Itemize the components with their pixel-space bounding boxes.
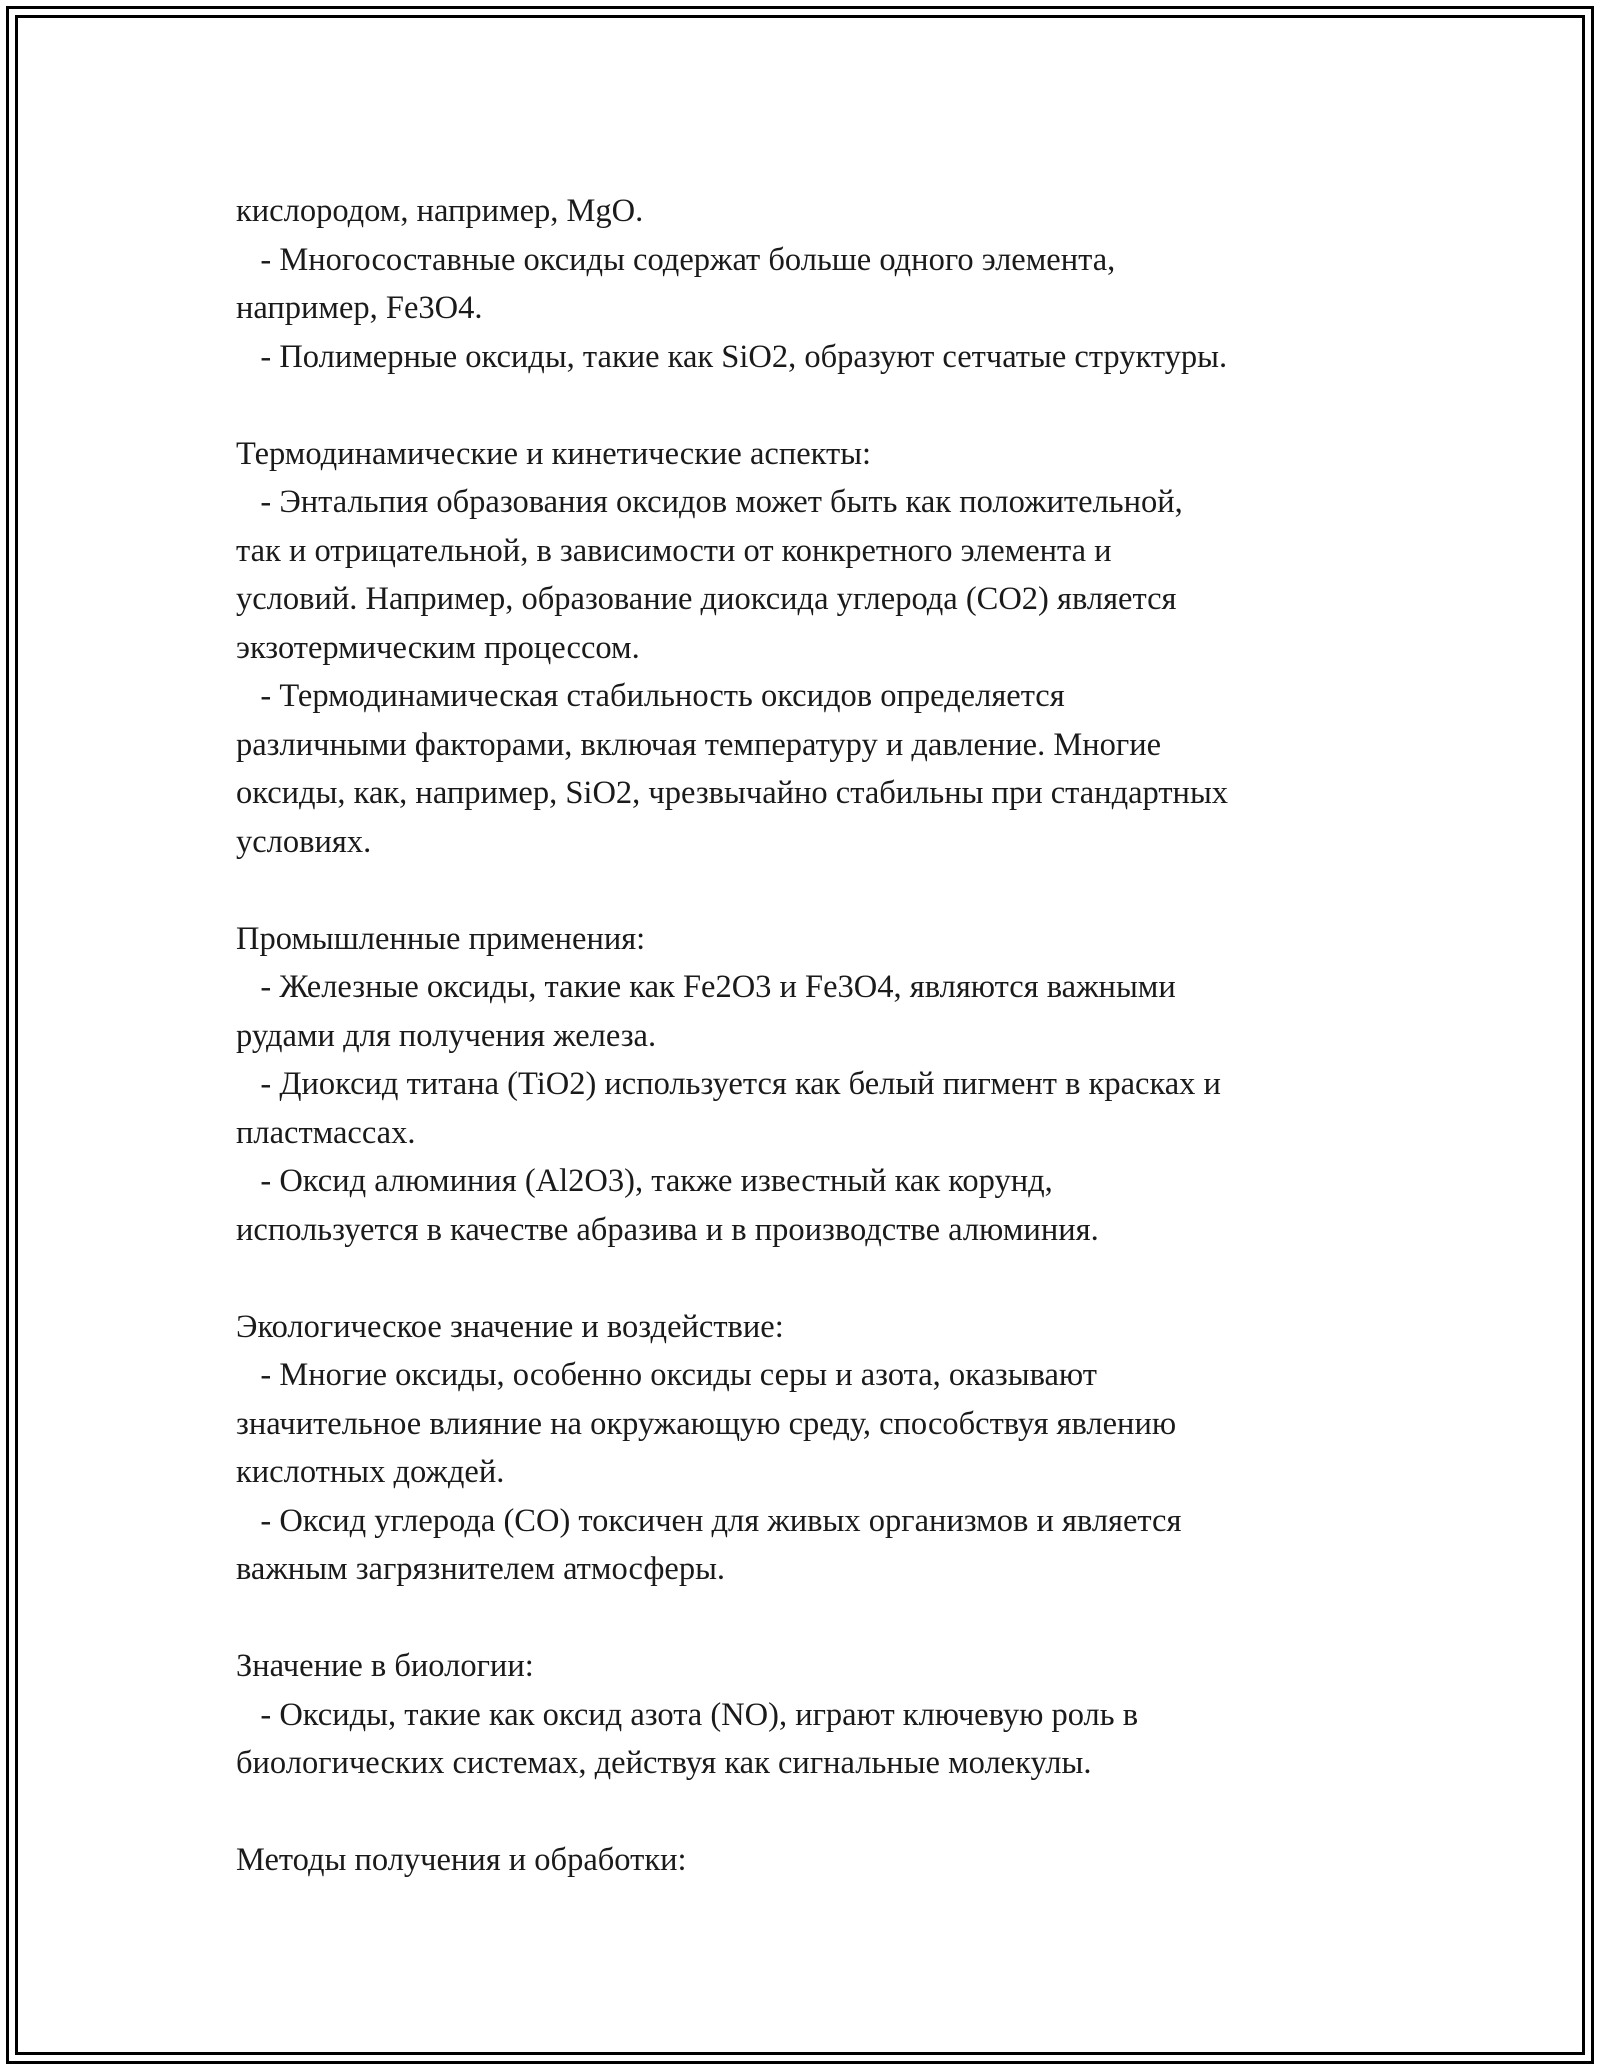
paragraph-spacer xyxy=(236,381,1396,430)
text-line: - Полимерные оксиды, такие как SiO2, образуют сетчатые структуры. xyxy=(236,338,1228,375)
text-line: - Многосоставные оксиды содержат больше одного элемента, xyxy=(236,241,1116,278)
text-line: важным загрязнителем атмосферы. xyxy=(236,1551,726,1587)
text-line: условий. Например, образование диоксида углерода (CO2) является xyxy=(236,581,1177,617)
section-heading: Промышленные применения: xyxy=(236,920,646,957)
section-production-methods xyxy=(236,1836,1396,1885)
text-line: биологических системах, действуя как сигнальные молекулы. xyxy=(236,1745,1092,1781)
section-biology xyxy=(236,1642,1396,1788)
text-line: - Оксид алюминия (Al2O3), также известный как корунд, xyxy=(236,1163,1053,1199)
text-line: оксиды, как, например, SiO2, чрезвычайно стабильны при стандартных xyxy=(236,775,1229,811)
paragraph-spacer xyxy=(236,866,1396,915)
paragraph-spacer xyxy=(236,1788,1396,1837)
text-line: - Диоксид титана (TiO2) используется как белый пигмент в красках и xyxy=(236,1066,1221,1102)
text-line: различными факторами, включая температуру и давление. Многие xyxy=(236,726,1162,763)
text-line: - Оксиды, такие как оксид азота (NO), играют ключевую роль в xyxy=(236,1696,1139,1733)
text-line: рудами для получения железа. xyxy=(236,1017,657,1054)
text-line: - Термодинамическая стабильность оксидов определяется xyxy=(236,678,1065,714)
text-line: - Оксид углерода (CO) токсичен для живых организмов и является xyxy=(236,1502,1182,1539)
text-line: так и отрицательной, в зависимости от конкретного элемента и xyxy=(236,532,1112,569)
paragraph-oxide-types-end xyxy=(236,187,1396,381)
text-line: - Многие оксиды, особенно оксиды серы и азота, оказывают xyxy=(236,1357,1097,1393)
paragraph-spacer xyxy=(236,1594,1396,1643)
text-line: кислотных дождей. xyxy=(236,1454,505,1490)
text-line: используется в качестве абразива и в производстве алюминия. xyxy=(236,1211,1099,1248)
section-ecology xyxy=(236,1303,1396,1594)
text-line: - Энтальпия образования оксидов может быть как положительной, xyxy=(236,484,1183,520)
text-line: например, Fe3O4. xyxy=(236,290,483,326)
text-line: условиях. xyxy=(236,823,372,860)
text-line: экзотермическим процессом. xyxy=(236,629,640,666)
section-heading: Экологическое значение и воздействие: xyxy=(236,1308,784,1345)
paragraph-spacer xyxy=(236,1254,1396,1303)
section-industrial-applications xyxy=(236,915,1396,1255)
section-thermodynamics xyxy=(236,430,1396,867)
text-line: значительное влияние на окружающую среду, способствуя явлению xyxy=(236,1405,1177,1442)
section-heading: Методы получения и обработки: xyxy=(236,1842,687,1878)
section-heading: Значение в биологии: xyxy=(236,1648,534,1684)
text-line: - Железные оксиды, такие как Fe2O3 и Fe3O4, являются важными xyxy=(236,969,1176,1005)
document-body xyxy=(236,187,1396,1885)
text-line: кислородом, например, MgO. xyxy=(236,193,644,229)
section-heading: Термодинамические и кинетические аспекты: xyxy=(236,435,872,472)
text-line: пластмассах. xyxy=(236,1114,416,1151)
